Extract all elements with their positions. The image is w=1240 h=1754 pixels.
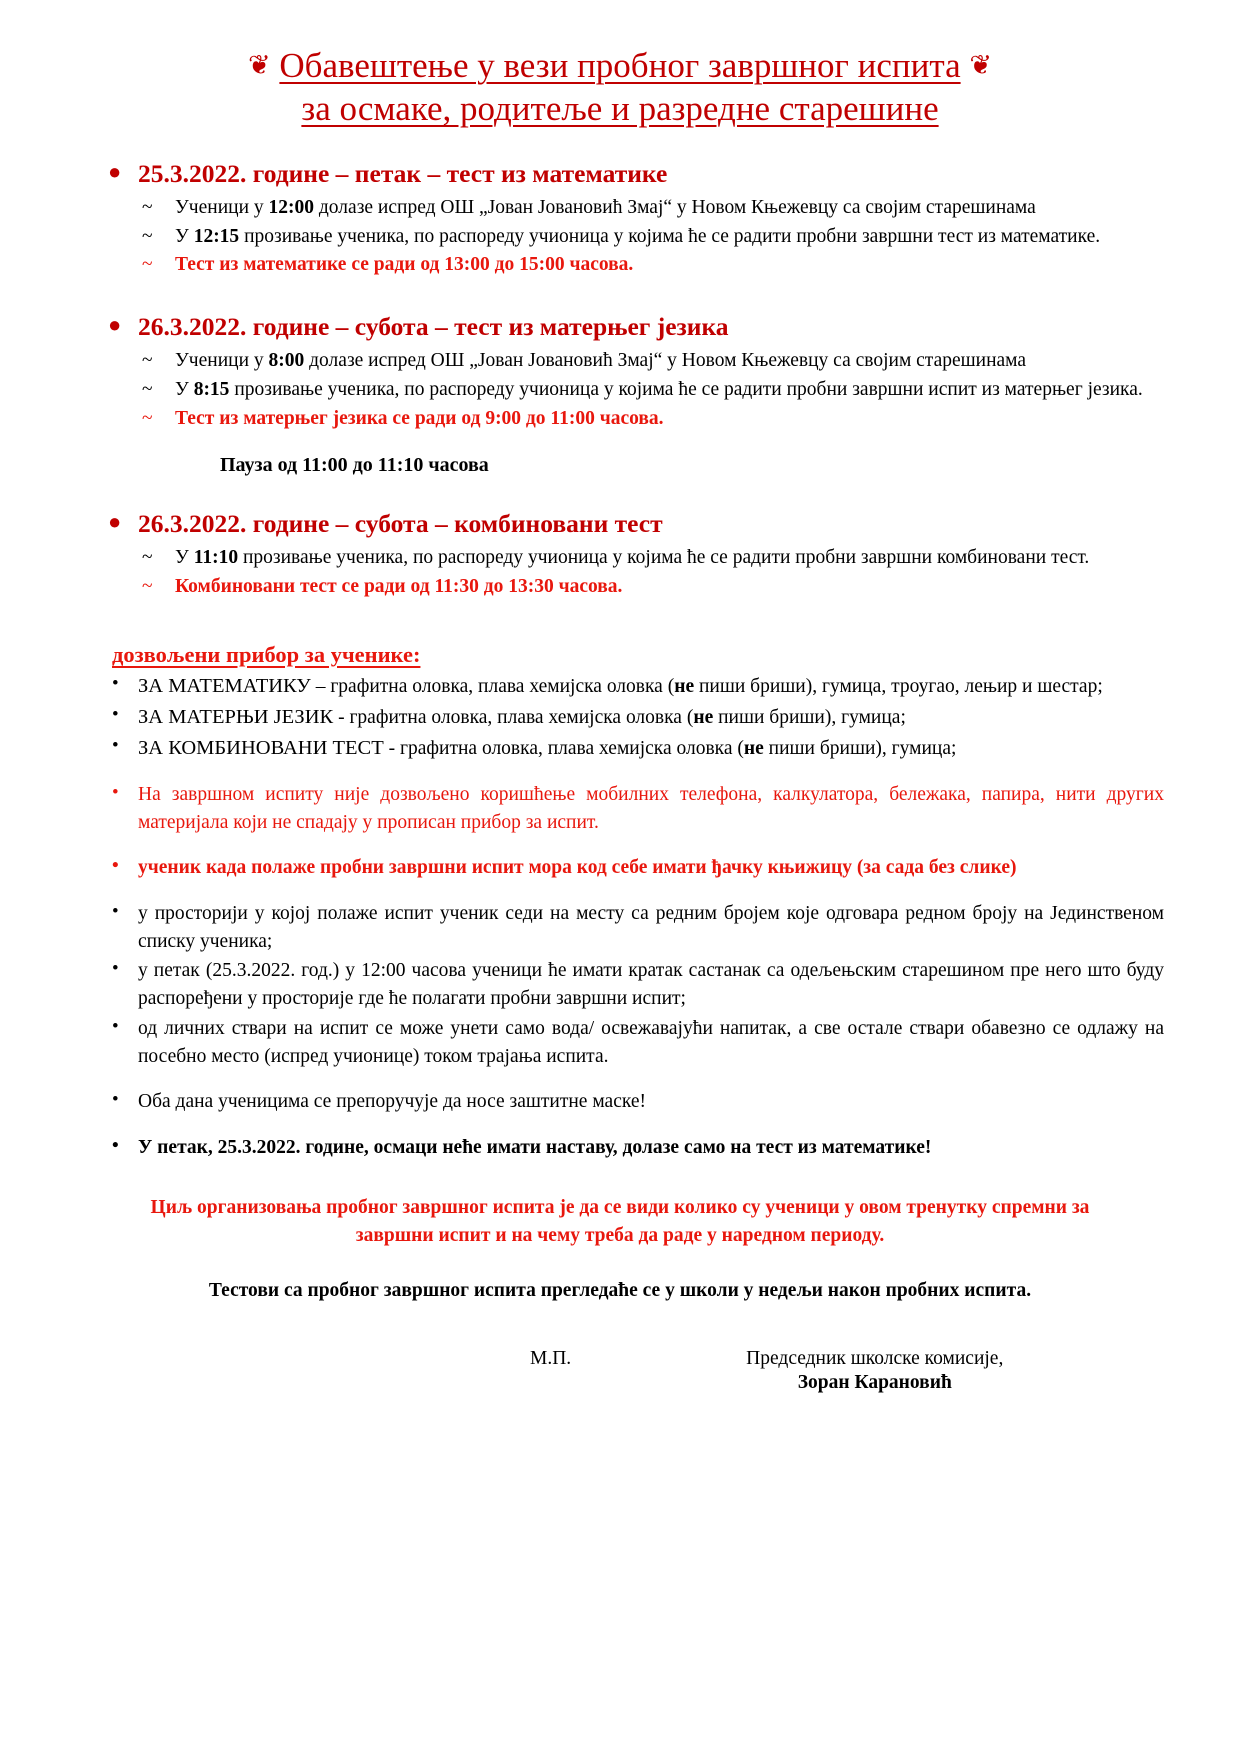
item-post: прозивање ученика, по распореду учионица у којима ће се радити пробни завршни испит из матерњег језика. (229, 378, 1143, 400)
equipment-subject: ЗА МАТЕРЊИ ЈЕЗИК (138, 705, 334, 728)
spacer (70, 477, 1170, 507)
closing-purpose: Циљ организовања пробног завршног испита је да се види колико су ученици у овом тренутку спремни за завршни испит и на чему треба да раде у наредном периоду. (150, 1196, 1090, 1246)
spacer (70, 765, 1170, 781)
equipment-sep: - (383, 737, 400, 759)
list-item (70, 672, 1170, 701)
section-heading-mother-tongue (70, 310, 1170, 343)
bullet-icon: ● (108, 158, 122, 184)
rules-list-booklet (70, 854, 1170, 882)
equipment-after: пиши бриши), гумица; (763, 737, 957, 759)
item-time: 8:15 (193, 378, 230, 400)
rule-prohibition: • На завршном испиту није дозвољено коришћење мобилних телефона, калкулатора, бележака, папира, нити других материјала који не спадају у прописан прибор за испит. (70, 781, 1170, 836)
signature-row (70, 1348, 1170, 1394)
section-items-mother-tongue (70, 347, 1170, 432)
item-pre: У (175, 225, 194, 247)
item-post: прозивање ученика, по распореду учионица у којима ће се радити пробни завршни комбиновани тест. (238, 547, 1090, 569)
section-heading-math-text: 25.3.2022. године – петак – тест из математике (138, 158, 668, 188)
tilde-icon: ~ (142, 576, 153, 598)
section-heading-combined (70, 507, 1170, 540)
list-item (70, 703, 1170, 732)
item-post: прозивање ученика, по распореду учионица у којима ће се радити пробни завршни тест из математике. (239, 225, 1101, 247)
equipment-subject: ЗА КОМБИНОВАНИ ТЕСТ (138, 736, 384, 759)
rules-list-general (70, 900, 1170, 1070)
equipment-strong: не (674, 675, 695, 697)
section-heading-mother-tongue-text: 26.3.2022. године – субота – тест из матерњег језика (138, 311, 729, 341)
item-time: 12:00 (268, 196, 315, 218)
rules-list (70, 781, 1170, 836)
bullet-icon: ● (108, 311, 122, 337)
tilde-icon: ~ (142, 196, 153, 218)
stamp-placeholder: М.П. (530, 1348, 572, 1370)
spacer (70, 1072, 1170, 1088)
item-post: долазе испред ОШ „Јован Јовановић Змај“ у Новом Књежевцу са својим старешинама (314, 196, 1036, 218)
item-time: 12:15 (193, 225, 240, 247)
equipment-before: графитна оловка, плава хемијска оловка ( (400, 737, 744, 759)
equipment-before: графитна оловка, плава хемијска оловка ( (349, 706, 694, 728)
tilde-item (70, 194, 1170, 222)
page-title (70, 44, 1170, 131)
section-heading-combined-text: 26.3.2022. године – субота – комбиновани тест (138, 509, 663, 539)
tilde-icon: ~ (142, 254, 153, 276)
spacer (70, 1250, 1170, 1280)
rule-booklet: • ученик када полаже пробни завршни испит мора код себе имати ђачку књижицу (за сада без слике) (70, 854, 1170, 882)
tilde-item-highlight (70, 251, 1170, 279)
tilde-item (70, 376, 1170, 404)
equipment-after: пиши бриши), гумица; (713, 706, 906, 728)
list-item (70, 734, 1170, 763)
title-line-2 (70, 87, 1170, 130)
tilde-item (70, 544, 1170, 572)
item-post: Тест из математике се ради од 13:00 до 15:00 часова. (175, 254, 634, 276)
signature-name: Зоран Карановић (797, 1372, 952, 1394)
tilde-item (70, 347, 1170, 375)
bullet-icon: ● (108, 509, 122, 535)
item-pre: У (175, 378, 194, 400)
ornament-left-icon: ❦ (248, 50, 271, 80)
closing-grading: Тестови са пробног завршног испита прегледаће се у школи у недељи након пробних испита. (208, 1280, 1032, 1302)
signature-role: Председник школске комисије, (746, 1348, 1004, 1370)
tilde-icon: ~ (142, 547, 153, 569)
tilde-icon: ~ (142, 407, 153, 429)
signature-block (746, 1348, 1003, 1394)
item-pre: Ученици у (175, 196, 269, 218)
equipment-heading: дозвољени прибор за ученике: (112, 641, 421, 667)
equipment-strong: не (693, 706, 714, 728)
tilde-icon: ~ (142, 225, 153, 247)
item-time: 11:10 (193, 547, 239, 569)
rule-seating: • у просторији у којој полаже испит ученик седи на месту са редним бројем које одговара редном броју на Јединственом списку ученика; (70, 900, 1170, 955)
equipment-after: пиши бриши), гумица, троугао, лењир и шестар; (694, 675, 1103, 697)
equipment-strong: не (743, 737, 764, 759)
spacer (70, 1118, 1170, 1134)
title-text-1: Обавештење у вези пробног завршног испита (279, 46, 961, 85)
equipment-sep: – (310, 675, 331, 697)
tilde-item-highlight (70, 573, 1170, 601)
spacer (70, 280, 1170, 310)
equipment-sep: - (333, 706, 350, 728)
section-heading-math (70, 157, 1170, 190)
spacer (70, 602, 1170, 642)
rule-meeting: • у петак (25.3.2022. год.) у 12:00 часова ученици ће имати кратак састанак са одељењским старешином пре него што буду распоређени у просторије где ће полагати пробни завршни испит; (70, 957, 1170, 1012)
spacer (70, 884, 1170, 900)
item-post: Комбиновани тест се ради од 11:30 до 13:30 часова. (175, 576, 623, 598)
equipment-subject: ЗА МАТЕМАТИКУ (138, 674, 311, 697)
ornament-right-icon: ❦ (969, 50, 992, 80)
spacer (70, 838, 1170, 854)
rule-friday: • У петак, 25.3.2022. године, осмаци неће имати наставу, долазе само на тест из математике! (70, 1134, 1170, 1162)
rules-list-masks (70, 1088, 1170, 1116)
item-pre: Ученици у (175, 350, 269, 372)
tilde-icon: ~ (142, 378, 153, 400)
tilde-item-highlight (70, 405, 1170, 433)
rule-belongings: • од личних ствари на испит се може унети само вода/ освежавајући напитак, а све остале ствари обавезно се одлажу на посебно место (испред учионице) током трајања испита. (70, 1015, 1170, 1070)
break-notice: Пауза од 11:00 до 11:10 часова (220, 454, 489, 477)
item-pre: У (175, 547, 194, 569)
tilde-icon: ~ (142, 350, 153, 372)
equipment-before: графитна оловка, плава хемијска оловка ( (330, 675, 675, 697)
rule-masks: • Оба дана ученицима се препоручује да носе заштитне маске! (70, 1088, 1170, 1116)
tilde-item (70, 223, 1170, 251)
equipment-list (70, 672, 1170, 763)
section-items-combined (70, 544, 1170, 600)
spacer (70, 1164, 1170, 1194)
section-items-math (70, 194, 1170, 279)
item-post: Тест из матерњег језика се ради од 9:00 до 11:00 часова. (175, 407, 664, 429)
title-line-1 (70, 44, 1170, 87)
item-time: 8:00 (268, 350, 305, 372)
item-post: долазе испред ОШ „Јован Јовановић Змај“ у Новом Књежевцу са својим старешинама (304, 350, 1027, 372)
title-text-2: за осмаке, родитеље и разредне старешине (301, 89, 939, 129)
rules-list-friday (70, 1134, 1170, 1162)
